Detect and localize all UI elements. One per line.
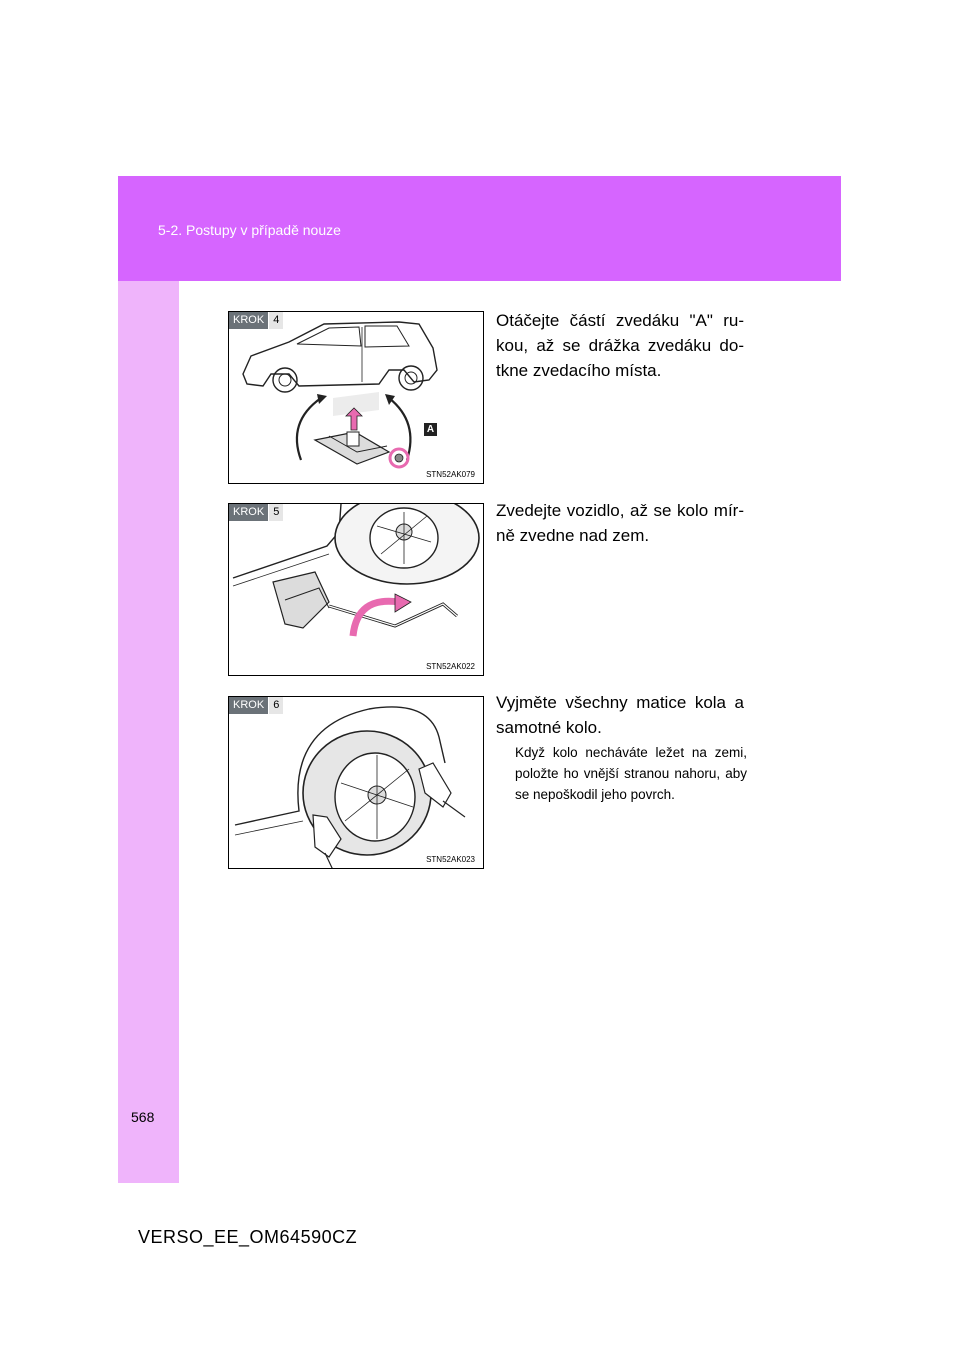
figure-step-4 — [228, 311, 484, 484]
step-6-text: Vyjměte všechny matice kola a samotné kolo. — [496, 693, 744, 737]
step-badge-label: KROK — [229, 697, 268, 714]
section-title: 5-2. Postupy v případě nouze — [158, 222, 341, 238]
side-strip — [118, 281, 179, 1183]
step-badge — [229, 504, 283, 521]
lifting-illustration — [229, 504, 484, 676]
step-badge — [229, 697, 283, 714]
wheel-removal-illustration — [229, 697, 484, 869]
step-6-note: Když kolo necháváte ležet na zemi, položte ho vnější stranou nahoru, aby se nepoškodil jeho povrch. — [515, 745, 747, 802]
figure-step-6 — [228, 696, 484, 869]
step-badge-number: 4 — [268, 312, 283, 329]
page-number: 568 — [131, 1109, 155, 1125]
document-code: VERSO_EE_OM64590CZ — [138, 1227, 358, 1247]
step-5-text: Zvedejte vozidlo, až se kolo mír-ně zvedne nad zem. — [496, 501, 744, 545]
step-badge-label: KROK — [229, 312, 268, 329]
step-badge — [229, 312, 283, 329]
figure-code: STN52AK022 — [426, 662, 475, 671]
figure-code: STN52AK079 — [426, 470, 475, 479]
car-jack-illustration — [229, 312, 484, 484]
figure-code: STN52AK023 — [426, 855, 475, 864]
figure-step-5 — [228, 503, 484, 676]
step-badge-label: KROK — [229, 504, 268, 521]
step-badge-number: 5 — [268, 504, 283, 521]
header-band — [118, 176, 841, 281]
callout-a-label: A — [424, 423, 437, 436]
step-badge-number: 6 — [268, 697, 283, 714]
step-4-text: Otáčejte částí zvedáku "A" ru-kou, až se drážka zvedáku do-tkne zvedacího místa. — [496, 311, 744, 380]
